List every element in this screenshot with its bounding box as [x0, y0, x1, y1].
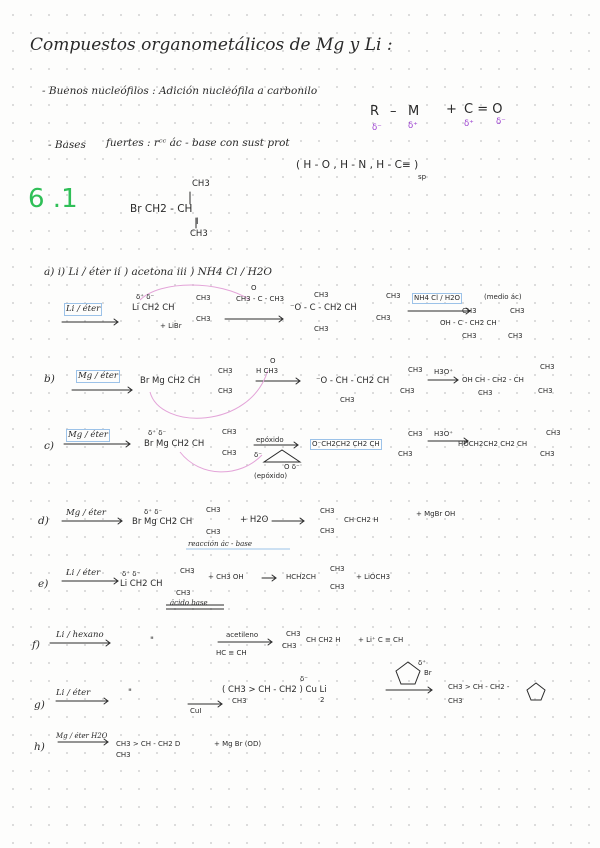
cyclopentane-ring-product — [527, 683, 545, 700]
c-deltas: δ⁺ δ⁻ — [148, 429, 167, 437]
a-struct-ch3b: CH3 — [196, 315, 211, 323]
d-ch3a: CH3 — [206, 506, 221, 514]
f-product: CH CH2 H — [306, 636, 341, 644]
c-epoxide-note: (epóxido) — [254, 472, 288, 480]
protic-groups: ( H - O , H - N , H - C≡ ) — [296, 159, 419, 171]
f-reagent2: acetileno — [226, 631, 259, 639]
a-int-ch3c: CH3 — [376, 314, 391, 322]
a-heading: a) i) Li / éter ii ) acetona iii ) NH4 Cl / H2O — [44, 266, 273, 278]
a-workup-note: (medio ác) — [484, 293, 522, 301]
d-prod-ch3b: CH3 — [320, 527, 335, 535]
c-struct: Br Mg CH2 CH — [144, 439, 205, 449]
delta-plus-m: δ⁺ — [408, 121, 418, 131]
f-ditto: " — [150, 636, 154, 646]
carbonyl-m: M — [408, 104, 420, 119]
a-intermediate: ⁻O - C - CH2 CH — [290, 303, 357, 313]
a-ketone: CH3 - C - CH3 — [236, 295, 285, 303]
g-prod-ch3: CH3 — [448, 697, 463, 705]
d-struct: Br Mg CH2 CH — [132, 517, 193, 527]
delta-plus-c: δ⁺ — [464, 119, 474, 129]
carbonyl-c-o: C = O — [464, 102, 503, 117]
g-halide-br: Br — [424, 669, 432, 677]
a-product: OH - C - CH2 CH — [440, 319, 497, 327]
f-reagent: Li / hexano — [56, 630, 104, 640]
c-reagent: Mg / éter — [68, 430, 108, 440]
e-struct: Li CH2 CH — [120, 579, 163, 589]
h-prod-ch3: CH3 — [116, 751, 131, 759]
f-reagent2-formula: HC ≡ CH — [216, 649, 247, 657]
e-ch3a: CH3 — [180, 567, 195, 575]
d-reagent: Mg / éter — [66, 508, 106, 518]
c-int-ch3a: CH3 — [408, 430, 423, 438]
d-note: reacción ác - base — [188, 540, 252, 548]
b-prod-ch3c: CH3 — [478, 389, 493, 397]
problem-number: 6 .1 — [28, 184, 78, 214]
f-prod-ch3b: CH3 — [282, 642, 297, 650]
intro-line-bases-a: - Bases — [48, 139, 86, 151]
h-byproduct: + Mg Br (OD) — [214, 740, 262, 748]
a-libr: + LiBr — [160, 322, 182, 330]
start-main-chain: Br CH2 - CH — [130, 203, 193, 215]
g-reagent2: CuI — [190, 707, 202, 715]
d-plus-h2o: + H2O — [240, 515, 269, 525]
b-aldehyde: H CH3 — [256, 367, 279, 375]
c-ch3b: CH3 — [222, 449, 237, 457]
c-prod-ch3a: CH3 — [546, 429, 561, 437]
intro-line-nucleophiles: - Buenos nucleófilos : Adición nucleófila a carbonilo — [42, 85, 318, 97]
a-ketone-o: O — [251, 284, 257, 292]
d-label: d) — [38, 515, 49, 527]
e-byproduct: + LiOCH3 — [356, 573, 391, 581]
cyclopentane-ring-reagent — [396, 662, 420, 684]
g-halide-delta: δ⁺ — [418, 659, 426, 667]
b-aldehyde-o: O — [270, 357, 276, 365]
c-label: c) — [44, 440, 54, 452]
e-prod-ch3a: CH3 — [330, 565, 345, 573]
c-product: HOCH2CH2 CH2 CH — [458, 440, 528, 448]
g-cuprate-ch3: CH3 — [232, 697, 247, 705]
e-ch3b: CH3 — [176, 589, 191, 597]
carbonyl-r: R — [370, 104, 380, 119]
b-prod-ch3a: CH3 — [540, 363, 555, 371]
d-ch3b: CH3 — [206, 528, 221, 536]
b-intermediate: ⁻O - CH - CH2 CH — [316, 376, 390, 386]
mechanism-curve-a — [140, 285, 250, 300]
b-label: b) — [44, 373, 55, 385]
g-product: CH3 > CH - CH2 - — [448, 683, 510, 691]
g-ditto: " — [128, 688, 132, 698]
d-prod-ch3a: CH3 — [320, 507, 335, 515]
c-int-ch3b: CH3 — [398, 450, 413, 458]
c-epoxide-label: epóxido — [256, 436, 284, 444]
a-int-ch3d: CH3 — [314, 325, 329, 333]
d-product: CH CH2 H — [344, 516, 379, 524]
f-prod-ch3a: CH3 — [286, 630, 301, 638]
protic-sp-label: sp — [418, 173, 427, 181]
a-prod-ch3d: CH3 — [508, 332, 523, 340]
g-cuprate-delta: δ⁻ — [300, 675, 308, 683]
h-label: h) — [34, 741, 45, 753]
e-note: ácido base — [170, 599, 208, 607]
b-product: OH CH - CH2 - CH — [462, 376, 524, 384]
a-prod-ch3c: CH3 — [462, 332, 477, 340]
b-workup: H3O⁺ — [434, 368, 453, 376]
f-label: f) — [32, 639, 40, 651]
e-plus: + CH3 OH — [208, 573, 244, 581]
c-epoxide-o: O δ⁻ — [284, 463, 300, 471]
b-ch3a: CH3 — [218, 367, 233, 375]
intro-line-bases-b: fuertes : rᶜᶜ ác - base con sust prot — [106, 137, 290, 149]
b-reagent: Mg / éter — [78, 371, 118, 381]
carbonyl-plus: + — [446, 102, 457, 117]
b-int-ch3b: CH3 — [400, 387, 415, 395]
a-reagent: Li / éter — [66, 304, 101, 314]
b-int-ch3a: CH3 — [408, 366, 423, 374]
f-byproduct: + Li⁺ C ≡ CH — [358, 636, 404, 644]
a-workup: NH4 Cl / H2O — [414, 294, 461, 302]
start-ch3-top: CH3 — [192, 179, 210, 189]
a-int-ch3: CH3 — [314, 291, 329, 299]
e-reagent: Li / éter — [66, 568, 101, 578]
start-ch3-bottom: CH3 — [190, 229, 208, 239]
g-cuprate-sub: 2 — [320, 696, 325, 704]
a-struct-ch3a: CH3 — [196, 294, 211, 302]
b-ch3b: CH3 — [218, 387, 233, 395]
h-reagent: Mg / éter H2O — [56, 732, 108, 740]
c-epoxide-delta: δ⁻ — [254, 451, 262, 459]
c-ch3a: CH3 — [222, 428, 237, 436]
h-product: CH3 > CH - CH2 D — [116, 740, 181, 748]
b-prod-ch3b: CH3 — [538, 387, 553, 395]
c-workup: H3O⁺ — [434, 430, 453, 438]
e-deltas: δ⁺ δ⁻ — [122, 570, 141, 578]
g-cuprate: ( CH3 > CH - CH2 ) Cu Li — [222, 685, 327, 695]
a-int-ch3b: CH3 — [386, 292, 401, 300]
b-struct: Br Mg CH2 CH — [140, 376, 201, 386]
a-deltas: δ⁺ δ⁻ — [136, 293, 155, 301]
g-reagent: Li / éter — [56, 688, 91, 698]
d-byproduct: + MgBr OH — [416, 510, 456, 518]
e-prod-ch3b: CH3 — [330, 583, 345, 591]
carbonyl-dash: – — [390, 104, 397, 119]
mechanism-curve-c — [180, 449, 262, 472]
delta-minus-r: δ⁻ — [372, 123, 382, 133]
a-prod-ch3a: CH3 — [462, 307, 477, 315]
c-intermediate: O⁻CH2CH2 CH2 CH — [312, 440, 380, 448]
c-prod-ch3b: CH3 — [540, 450, 555, 458]
e-product: HCH2CH — [286, 573, 317, 581]
page-title: Compuestos organometálicos de Mg y Li : — [30, 35, 393, 55]
a-struct-main: Li CH2 CH — [132, 303, 175, 313]
a-prod-ch3b: CH3 — [510, 307, 525, 315]
b-int-ch3c: CH3 — [340, 396, 355, 404]
d-deltas: δ⁺ δ⁻ — [144, 508, 163, 516]
delta-minus-o: δ⁻ — [496, 117, 506, 127]
epoxide-ring — [264, 450, 300, 462]
g-label: g) — [34, 699, 45, 711]
start-bond-bar: I — [196, 217, 199, 227]
e-label: e) — [38, 578, 49, 590]
